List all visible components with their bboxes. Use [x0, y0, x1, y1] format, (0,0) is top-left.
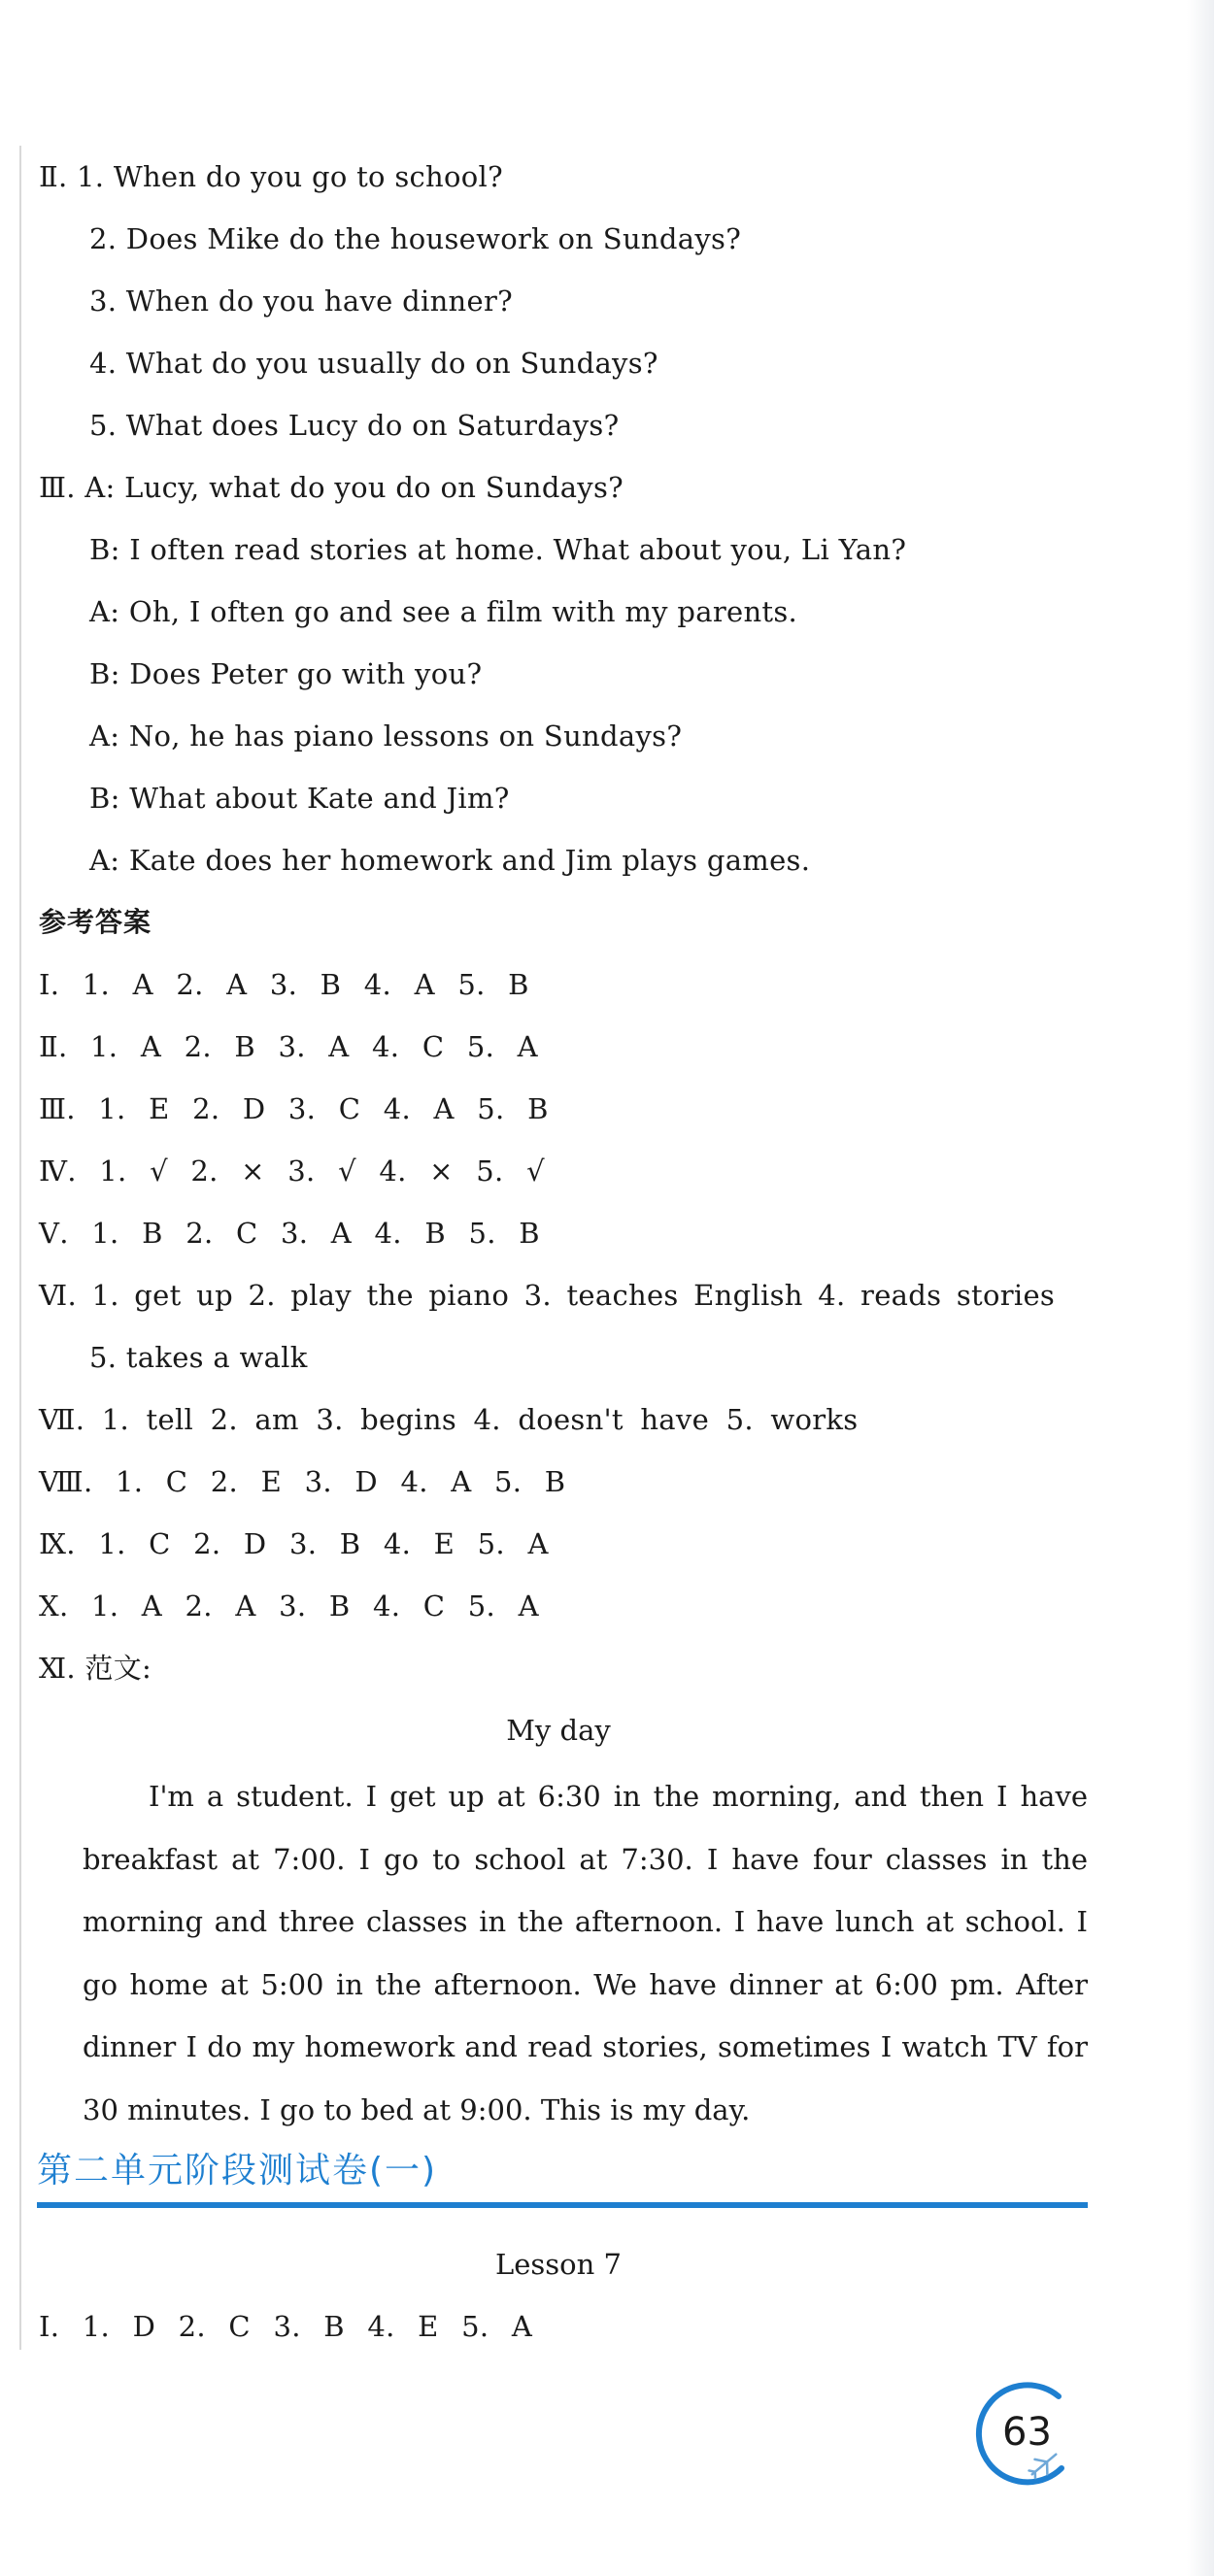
answer-line: Ⅱ. 1. A 2. B 3. A 4. C 5. A [39, 1030, 538, 1063]
dialogue-line: Ⅲ. A: Lucy, what do you do on Sundays? [39, 471, 624, 504]
essay-title: My day [506, 1714, 611, 1747]
answer-line: Ⅶ. 1. tell 2. am 3. begins 4. doesn't have 5. works [39, 1403, 859, 1436]
answer-line: Ⅲ. 1. E 2. D 3. C 4. A 5. B [39, 1092, 549, 1125]
answer-line: Ⅰ. 1. A 2. A 3. B 4. A 5. B [39, 968, 529, 1001]
dialogue-line: A: Oh, I often go and see a film with my parents. [89, 595, 798, 628]
dialogue-line: A: No, he has piano lessons on Sundays? [89, 719, 683, 753]
question-line: 3. When do you have dinner? [89, 284, 514, 318]
essay-paragraph: I'm a student. I get up at 6:30 in the morning, and then I have breakfast at 7:00. I go to school at 7:30. I have four classes in the morning and three classes in the afternoon. I have lunch at school. I go home at 5:00 in the afternoon. We have dinner at 6:00 pm. After dinner I do my homework and read stories, sometimes I watch TV for 30 minutes. I go to bed at 9:00. This is my day. [83, 1780, 1088, 2126]
answer-line: Ⅴ. 1. B 2. C 3. A 4. B 5. B [39, 1217, 540, 1250]
lesson-title: Lesson 7 [495, 2248, 622, 2281]
answer-line: Ⅵ. 1. get up 2. play the piano 3. teaches English 4. reads stories [39, 1279, 1056, 1312]
question-line: 4. What do you usually do on Sundays? [89, 347, 658, 380]
dialogue-line: B: I often read stories at home. What about you, Li Yan? [89, 533, 907, 566]
page-edge-shadow [1187, 0, 1214, 2576]
answer-line: Ⅺ. 范文: [39, 1652, 152, 1685]
dialogue-line: A: Kate does her homework and Jim plays games. [89, 844, 811, 877]
dialogue-line: B: Does Peter go with you? [89, 657, 483, 690]
section-heading: 第二单元阶段测试卷(一) [37, 2151, 438, 2191]
page-number: 63 [1002, 2410, 1052, 2455]
answer-key-heading: 参考答案 [39, 906, 152, 938]
question-line: Ⅱ. 1. When do you go to school? [39, 160, 503, 193]
answer-line: Ⅹ. 1. A 2. A 3. B 4. C 5. A [39, 1589, 539, 1623]
answer-line: Ⅰ. 1. D 2. C 3. B 4. E 5. A [39, 2310, 533, 2343]
margin-rule [19, 146, 21, 2350]
answer-line: Ⅳ. 1. √ 2. × 3. √ 4. × 5. √ [39, 1154, 545, 1188]
answer-line: Ⅷ. 1. C 2. E 3. D 4. A 5. B [39, 1465, 566, 1498]
answer-line: Ⅸ. 1. C 2. D 3. B 4. E 5. A [39, 1527, 549, 1560]
question-line: 2. Does Mike do the housework on Sundays? [89, 222, 742, 255]
section-divider [37, 2202, 1088, 2208]
question-line: 5. What does Lucy do on Saturdays? [89, 409, 620, 442]
essay-body [83, 1765, 1088, 2141]
answer-line: 5. takes a walk [89, 1341, 308, 1374]
dialogue-line: B: What about Kate and Jim? [89, 782, 510, 815]
